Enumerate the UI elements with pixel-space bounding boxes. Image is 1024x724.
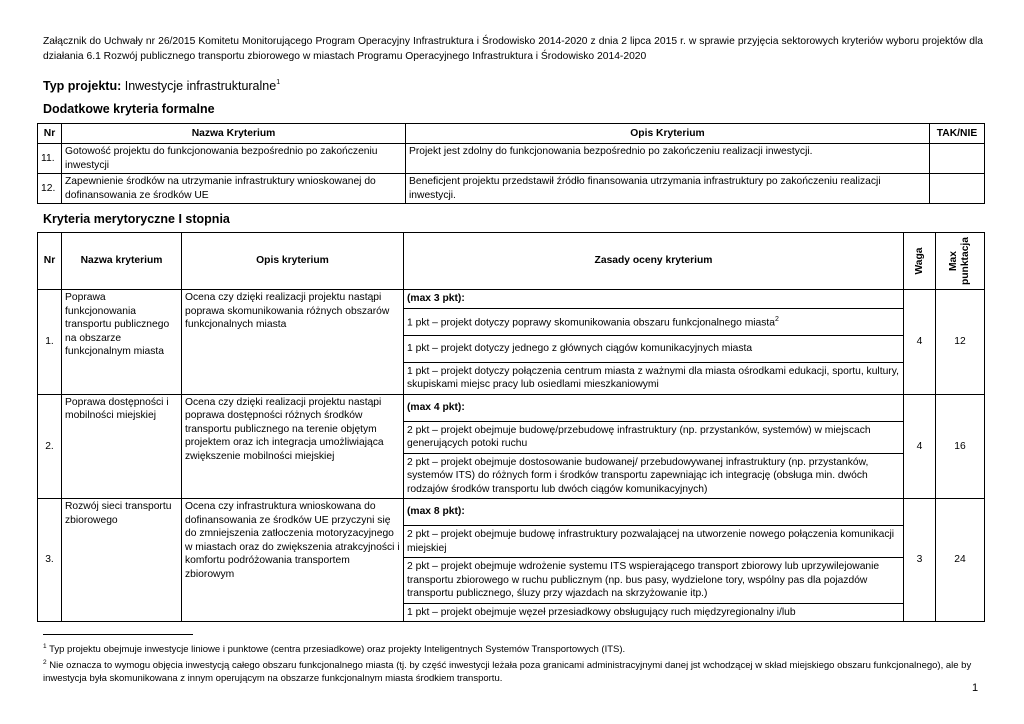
rule-item: 1 pkt – projekt obejmuje węzeł przesiadkowy obsługujący ruch międzyregionalny i/lub <box>404 603 904 622</box>
column-header-desc: Opis kryterium <box>182 233 404 290</box>
table-row <box>38 144 985 174</box>
footnote-text: Typ projektu obejmuje inwestycje liniowe i punktowe (centra przesiadkowe) oraz projekty Inteligentnych Systemów Transportowych (ITS). <box>49 644 626 655</box>
column-header-yesno: TAK/NIE <box>930 124 985 144</box>
row-nr: 12. <box>38 174 62 204</box>
row-max: 24 <box>936 499 985 622</box>
project-type <box>43 79 280 93</box>
row-yesno <box>930 174 985 204</box>
rule-item: 2 pkt – projekt obejmuje dostosowanie budowanej/ przebudowywanej infrastruktury (np. przystanków, systemów ITS) do różnych form i środków transportu zapewniając ich integrację (obsługa min. dwóch rodzajów środków transportu lub dwóch ciągów komunikacyjnych) <box>404 453 904 499</box>
footnote-ref: 1 <box>276 79 281 86</box>
rule-item: 1 pkt – projekt dotyczy połączenia centrum miasta z ważnymi dla miasta ośrodkami edukacji, sportu, kultury, skupiskami miejsc pracy lub osiedlami mieszkaniowymi <box>404 362 904 394</box>
column-header-name: Nazwa Kryterium <box>62 124 406 144</box>
rules-head: (max 4 pkt): <box>404 394 904 421</box>
row-nr: 11. <box>38 144 62 174</box>
row-nr: 3. <box>38 499 62 622</box>
column-header-name: Nazwa kryterium <box>62 233 182 290</box>
column-header-max <box>936 233 985 290</box>
row-nr: 2. <box>38 394 62 499</box>
footnote <box>43 656 978 685</box>
column-header-weight <box>904 233 936 290</box>
footnotes <box>43 640 978 685</box>
footnote-ref: 2 <box>775 316 779 324</box>
formal-criteria-heading: Dodatkowe kryteria formalne <box>43 102 215 116</box>
table-header-row <box>38 233 985 290</box>
column-header-desc: Opis Kryterium <box>406 124 930 144</box>
table-row <box>38 499 985 526</box>
rule-item: 1 pkt – projekt dotyczy jednego z głównych ciągów komunikacyjnych miasta <box>404 335 904 362</box>
row-weight: 4 <box>904 394 936 499</box>
page-number: 1 <box>972 682 979 694</box>
footnote-divider <box>43 634 193 635</box>
footnote-number: 2 <box>43 659 47 666</box>
row-name: Gotowość projektu do funkcjonowania bezpośrednio po zakończeniu inwestycji <box>62 144 406 174</box>
footnote-number: 1 <box>43 643 47 650</box>
table-row <box>38 394 985 421</box>
footnote-text: Nie oznacza to wymogu objęcia inwestycją całego obszaru funkcjonalnego miasta (tj. by część inwestycji leżała poza granicami administracyjnymi danej jst wchodzącej w skład miejskiego obszaru funkcjonalnego), ale by inwestycja była skomunikowana z innym operującym na obszarze funkcjonalnym miasta środkiem transportu. <box>43 660 972 684</box>
row-max: 16 <box>936 394 985 499</box>
rule-text: 1 pkt – projekt dotyczy poprawy skomunikowania obszaru funkcjonalnego miasta <box>407 317 776 329</box>
rules-head: (max 8 pkt): <box>404 499 904 526</box>
row-desc: Beneficjent projektu przedstawił źródło finansowania utrzymania infrastruktury po zakończeniu realizacji inwestycji. <box>406 174 930 204</box>
row-max: 12 <box>936 290 985 395</box>
column-header-nr: Nr <box>38 233 62 290</box>
rules-head: (max 3 pkt): <box>404 290 904 309</box>
row-desc: Ocena czy dzięki realizacji projektu nastąpi poprawa dostępności różnych środków transportu publicznego na terenie objętym projektem oraz ich integracja umożliwiająca zwiększenie mobilności miejskiej <box>182 394 404 499</box>
row-name: Zapewnienie środków na utrzymanie infrastruktury wnioskowanej do dofinansowania ze środków UE <box>62 174 406 204</box>
row-name: Poprawa dostępności i mobilności miejskiej <box>62 394 182 499</box>
document-header: Załącznik do Uchwały nr 26/2015 Komitetu Monitorującego Program Operacyjny Infrastruktura i Środowisko 2014-2020 z dnia 2 lipca 2015 r. w sprawie przyjęcia sektorowych kryteriów wyboru projektów dla działania 6.1 Rozwój publicznego transportu zbiorowego w miastach Programu Operacyjnego Infrastruktura i Środowisko 2014-2020 <box>43 36 983 62</box>
row-name: Rozwój sieci transportu zbiorowego <box>62 499 182 622</box>
table-row <box>38 174 985 204</box>
row-desc: Ocena czy infrastruktura wnioskowana do dofinansowania ze środków UE przyczyni się do zmniejszenia zatłoczenia motoryzacyjnego w miastach oraz do zwiększenia atrakcyjności i komfortu podróżowania transportem zbiorowym <box>182 499 404 622</box>
rule-item <box>404 308 904 335</box>
footnote <box>43 640 978 656</box>
merit-criteria-table <box>37 232 985 622</box>
formal-criteria-table <box>37 123 985 204</box>
weight-label: Waga <box>913 247 925 275</box>
row-desc: Ocena czy dzięki realizacji projektu nastąpi poprawa skomunikowania różnych obszarów funkcjonalnych miasta <box>182 290 404 395</box>
rule-item: 2 pkt – projekt obejmuje wdrożenie systemu ITS wspierającego transport zbiorowy lub uprzywilejowanie transportu zbiorowego w ruchu publicznym (np. bus pasy, wydzielone tory, wspólny pas dla pojazdów transportu publicznego, śluzy przy wjazdach na skrzyżowanie itp.) <box>404 558 904 604</box>
rule-item: 2 pkt – projekt obejmuje budowę infrastruktury pozwalającej na utworzenie nowego połączenia komunikacji miejskiej <box>404 526 904 558</box>
row-weight: 3 <box>904 499 936 622</box>
row-yesno <box>930 144 985 174</box>
row-name: Poprawa funkcjonowania transportu publicznego na obszarze funkcjonalnym miasta <box>62 290 182 395</box>
rule-item: 2 pkt – projekt obejmuje budowę/przebudowę infrastruktury (np. przystanków, systemów) w miejscach generujących potoki ruchu <box>404 421 904 453</box>
merit-criteria-heading: Kryteria merytoryczne I stopnia <box>43 212 230 226</box>
column-header-nr: Nr <box>38 124 62 144</box>
column-header-rules: Zasady oceny kryterium <box>404 233 904 290</box>
project-type-value: Inwestycje infrastrukturalne <box>124 79 277 93</box>
table-header-row <box>38 124 985 144</box>
table-row <box>38 290 985 309</box>
row-desc: Projekt jest zdolny do funkcjonowania bezpośrednio po zakończeniu realizacji inwestycji. <box>406 144 930 174</box>
row-nr: 1. <box>38 290 62 395</box>
max-label: Max punktacja <box>948 236 971 286</box>
project-type-label: Typ projektu: <box>43 79 122 93</box>
row-weight: 4 <box>904 290 936 395</box>
